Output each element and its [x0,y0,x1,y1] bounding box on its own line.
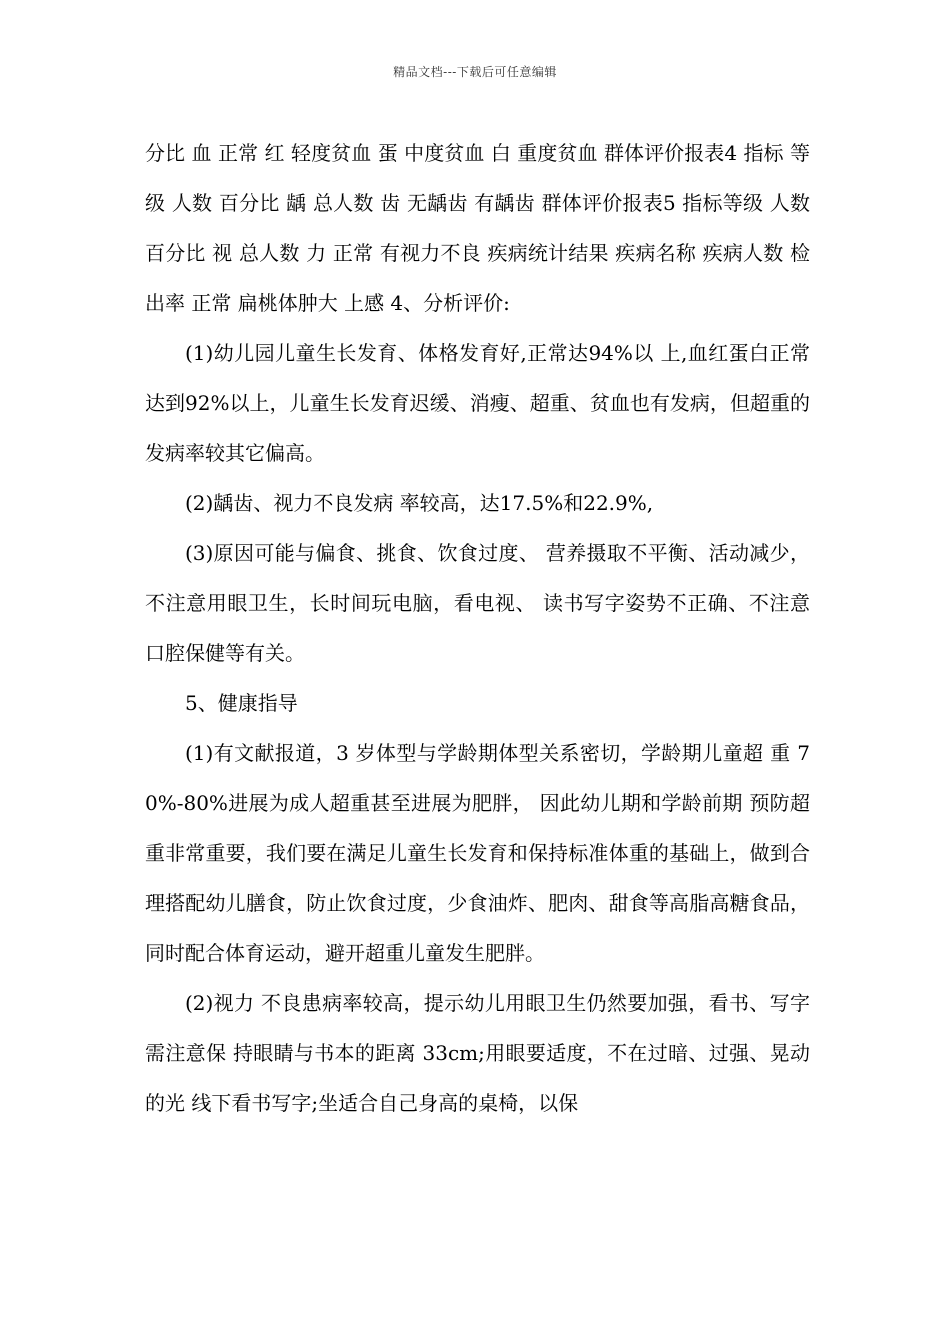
paragraph-analysis-2: (2)龋齿、视力不良发病 率较高，达17.5%和22.9%, [185,491,654,515]
paragraph-table-summary: 分比 血 正常 红 轻度贫血 蛋 中度贫血 白 重度贫血 群体评价报表4 指标 等级 人数 百分比 龋 总人数 齿 无龋齿 有龋齿 群体评价报表5 指标等级 人数 百分比 视 总人数 力 正常 有视力不良 疾病统计结果 疾病名称 疾病人数 检出率 正常 扁桃体肿大 上感 4、分析评价: [145,141,810,315]
section-heading-health-guidance: 5、健康指导 [185,691,298,715]
document-body [145,128,810,1128]
paragraph-analysis-3: (3)原因可能与偏食、挑食、饮食过度、 营养摄取不平衡、活动减少，不注意用眼卫生，长时间玩电脑，看电视、 读书写字姿势不正确、不注意口腔保健等有关。 [145,541,810,665]
page-header: 精品文档---下载后可任意编辑 [393,65,557,79]
paragraph-guidance-2: (2)视力 不良患病率较高，提示幼儿用眼卫生仍然要加强，看书、写字需注意保 持眼睛与书本的距离 33cm;用眼要适度，不在过暗、过强、晃动的光 线下看书写字;坐适合自己身高的桌椅，以保 [145,991,810,1115]
paragraph-analysis-1: (1)幼儿园儿童生长发育、体格发育好,正常达94%以 上,血红蛋白正常达到92%以上，儿童生长发育迟缓、消瘦、超重、贫血也有发病，但超重的发病率较其它偏高。 [145,341,810,465]
paragraph-guidance-1: (1)有文献报道，3 岁体型与学龄期体型关系密切，学龄期儿童超 重 70%-80%进展为成人超重甚至进展为肥胖， 因此幼儿期和学龄前期 预防超重非常重要，我们要在满足儿童生长发育和保持标准体重的基础上，做到合理搭配幼儿膳食，防止饮食过度，少食油炸、肥肉、甜食等高脂高糖食品，同时配合体育运动，避开超重儿童发生肥胖。 [145,741,810,965]
